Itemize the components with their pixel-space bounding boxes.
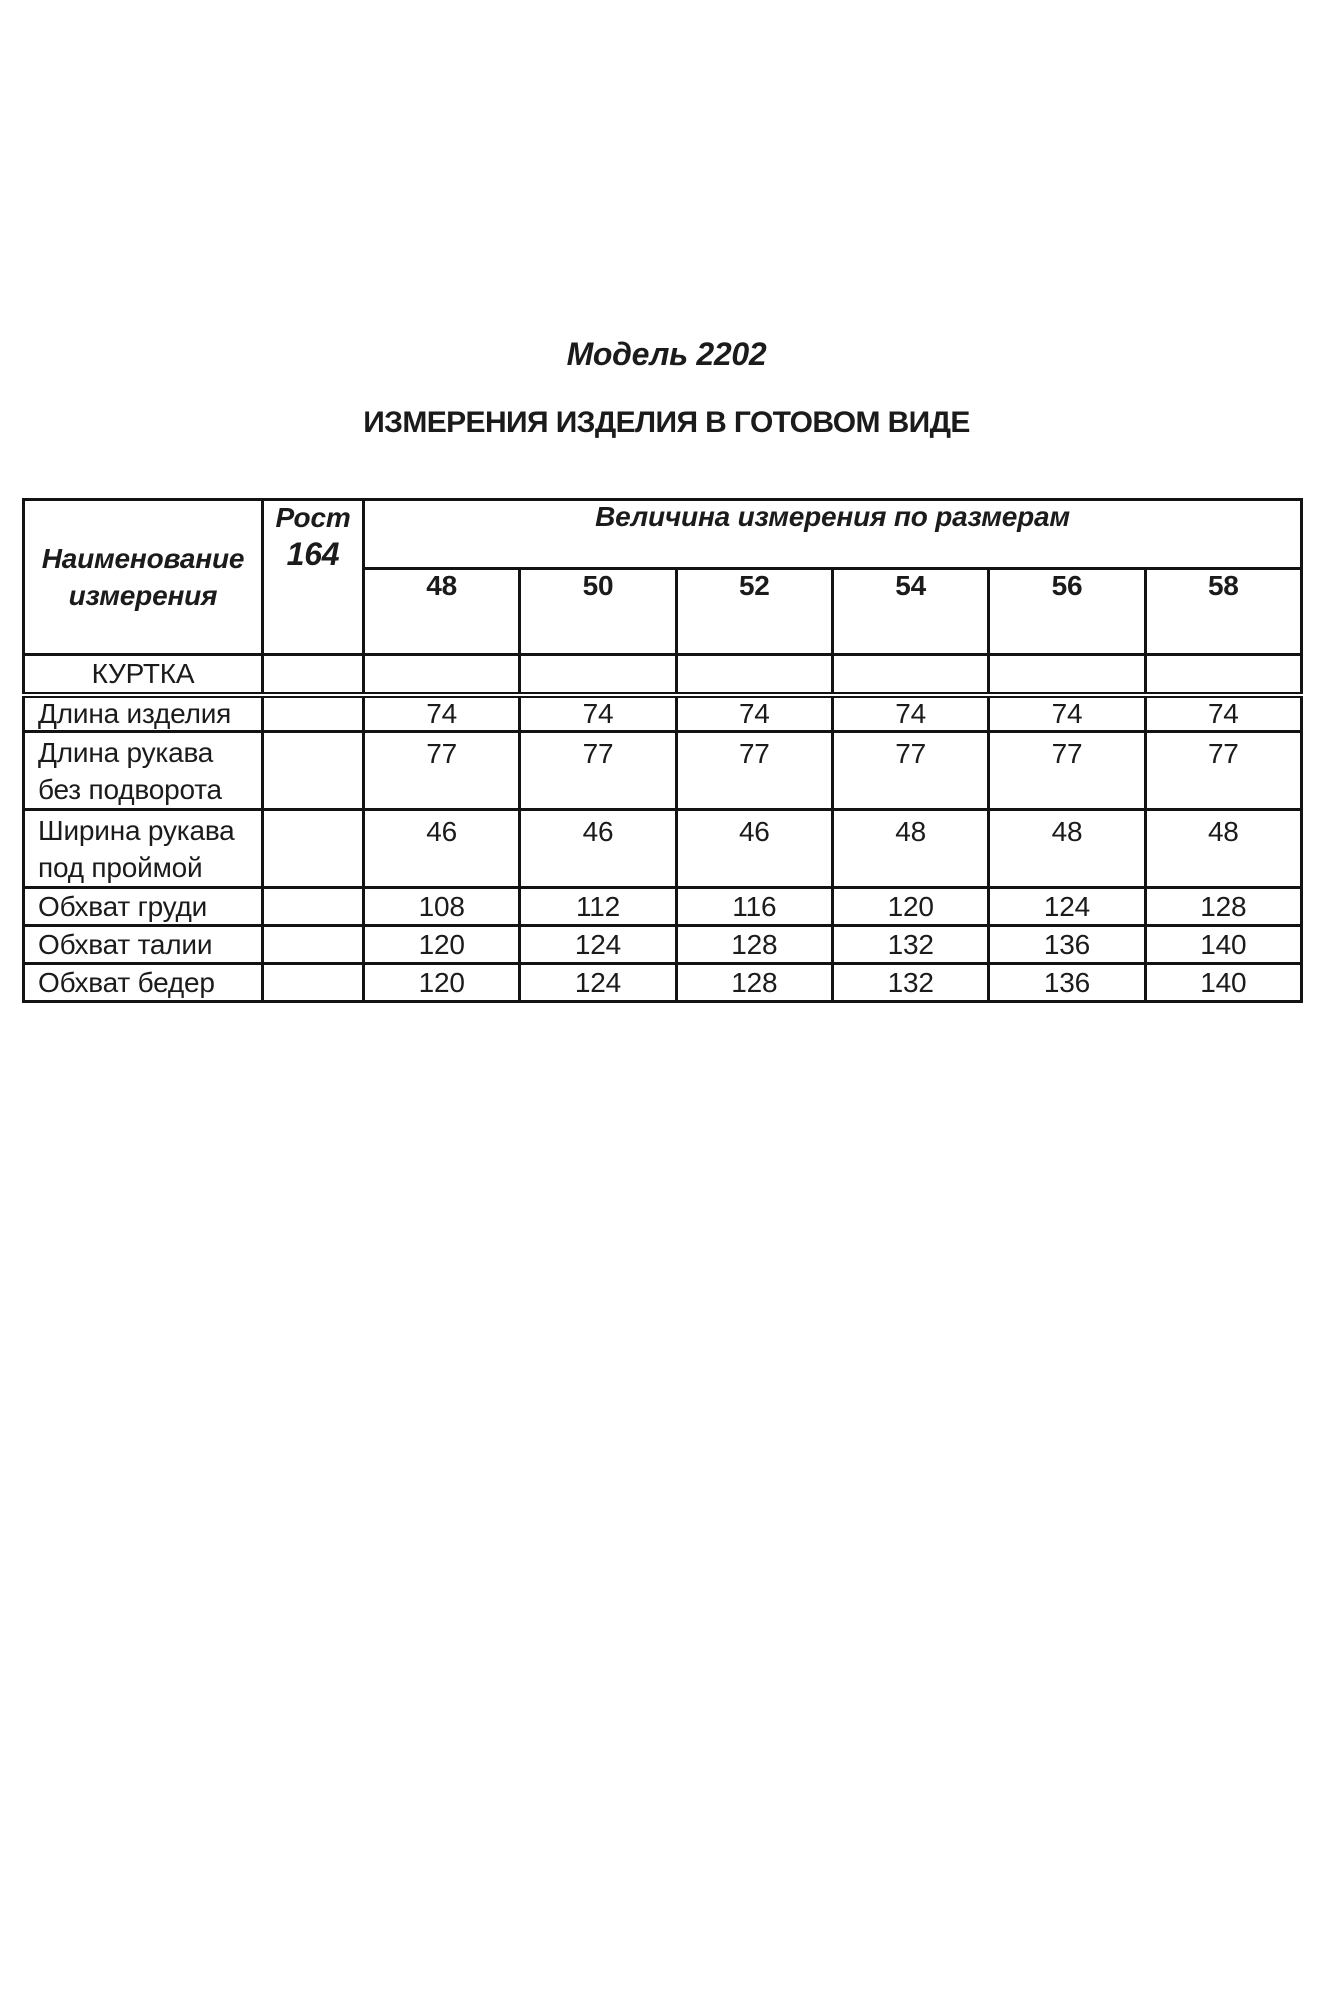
measurement-value: 46	[520, 810, 676, 888]
empty-cell	[364, 655, 520, 695]
empty-cell	[263, 810, 364, 888]
rost-label: Рост	[275, 502, 351, 533]
measurement-value: 74	[989, 695, 1145, 732]
measurement-value: 48	[832, 810, 988, 888]
measurement-value: 128	[1145, 888, 1301, 926]
measurement-value: 116	[676, 888, 832, 926]
table-row	[24, 888, 1302, 926]
header-row-top	[24, 500, 1302, 569]
measurements-table	[22, 498, 1303, 1003]
section-label: КУРТКА	[24, 655, 263, 695]
rost-column-header	[263, 500, 364, 655]
measurement-value: 48	[989, 810, 1145, 888]
sizes-group-header: Величина измерения по размерам	[364, 500, 1302, 569]
measurement-value: 74	[520, 695, 676, 732]
measurement-value: 112	[520, 888, 676, 926]
table-row	[24, 964, 1302, 1002]
measurement-value: 132	[832, 926, 988, 964]
size-column-header: 50	[520, 569, 676, 655]
empty-cell	[676, 655, 832, 695]
measurement-value: 74	[364, 695, 520, 732]
measurement-value: 120	[832, 888, 988, 926]
measurement-value: 120	[364, 926, 520, 964]
measurement-value: 128	[676, 964, 832, 1002]
row-label: Обхват груди	[24, 888, 263, 926]
table-row	[24, 926, 1302, 964]
size-column-header: 48	[364, 569, 520, 655]
size-column-header: 54	[832, 569, 988, 655]
measurement-value: 136	[989, 964, 1145, 1002]
row-label: Длина рукава без подворота	[24, 732, 263, 810]
measurement-value: 108	[364, 888, 520, 926]
empty-cell	[832, 655, 988, 695]
measurement-value: 124	[520, 964, 676, 1002]
row-label: Длина изделия	[24, 695, 263, 732]
page-subtitle: ИЗМЕРЕНИЯ ИЗДЕЛИЯ В ГОТОВОМ ВИДЕ	[363, 406, 970, 439]
empty-cell	[263, 732, 364, 810]
row-label: Обхват бедер	[24, 964, 263, 1002]
table-row	[24, 695, 1302, 732]
empty-cell	[263, 888, 364, 926]
measurement-value: 77	[1145, 732, 1301, 810]
measurement-value: 128	[676, 926, 832, 964]
measurement-value: 120	[364, 964, 520, 1002]
empty-cell	[989, 655, 1145, 695]
measurement-value: 140	[1145, 926, 1301, 964]
row-label: Ширина рукава под проймой	[24, 810, 263, 888]
row-label: Обхват талии	[24, 926, 263, 964]
measurement-value: 136	[989, 926, 1145, 964]
measurement-value: 77	[832, 732, 988, 810]
model-title: Модель 2202	[566, 336, 767, 372]
table-row	[24, 810, 1302, 888]
empty-cell	[263, 695, 364, 732]
measurement-value: 74	[676, 695, 832, 732]
measurement-value: 74	[1145, 695, 1301, 732]
measurement-value: 124	[989, 888, 1145, 926]
measurement-value: 48	[1145, 810, 1301, 888]
empty-cell	[263, 926, 364, 964]
measurement-value: 77	[364, 732, 520, 810]
rost-value: 164	[286, 536, 340, 572]
measurement-value: 77	[676, 732, 832, 810]
section-row	[24, 655, 1302, 695]
size-column-header: 58	[1145, 569, 1301, 655]
measurement-value: 46	[676, 810, 832, 888]
measurement-value: 77	[989, 732, 1145, 810]
measurement-value: 74	[832, 695, 988, 732]
empty-cell	[520, 655, 676, 695]
measurement-value: 140	[1145, 964, 1301, 1002]
measurement-value: 46	[364, 810, 520, 888]
name-column-header: Наименование измерения	[24, 500, 263, 655]
table-row	[24, 732, 1302, 810]
size-column-header: 56	[989, 569, 1145, 655]
measurement-value: 77	[520, 732, 676, 810]
size-column-header: 52	[676, 569, 832, 655]
empty-cell	[263, 655, 364, 695]
measurement-value: 132	[832, 964, 988, 1002]
measurement-value: 124	[520, 926, 676, 964]
empty-cell	[263, 964, 364, 1002]
empty-cell	[1145, 655, 1301, 695]
